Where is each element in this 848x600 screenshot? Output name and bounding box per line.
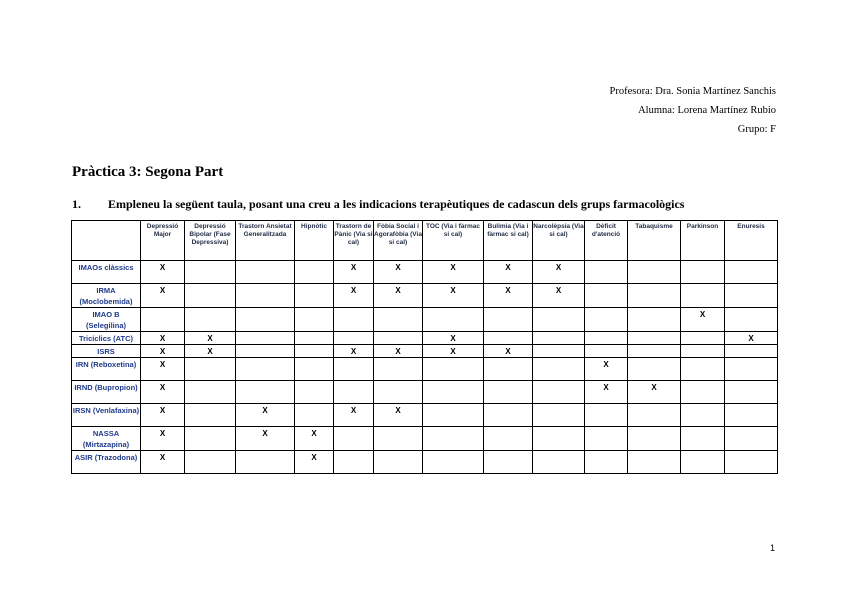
table-cell (423, 404, 484, 427)
row-label: ISRS (72, 345, 141, 358)
table-cell (725, 381, 778, 404)
table-cell (295, 404, 334, 427)
table-cell: X (374, 404, 423, 427)
table-cell (374, 332, 423, 345)
table-cell (533, 332, 585, 345)
column-header: Fòbia Social i Agorafòbia (Via si cal) (374, 221, 423, 261)
table-row (72, 261, 778, 284)
table-cell (533, 404, 585, 427)
table-cell (236, 284, 295, 308)
question-text: Empleneu la següent taula, posant una creu a les indicacions terapèutiques de cadascun dels grups farmacològics (108, 197, 685, 211)
table-row (72, 308, 778, 332)
table-cell: X (533, 261, 585, 284)
professor-line: Profesora: Dra. Sonia Martínez Sanchis (609, 86, 776, 97)
column-header: Enuresis (725, 221, 778, 261)
row-label: IRMA (Moclobemida) (72, 284, 141, 308)
table-cell (681, 404, 725, 427)
table-row (72, 332, 778, 345)
table-cell (484, 381, 533, 404)
table-cell (484, 404, 533, 427)
table-cell: X (681, 308, 725, 332)
table-cell (236, 332, 295, 345)
table-row (72, 451, 778, 474)
table-cell (334, 308, 374, 332)
table-cell: X (374, 261, 423, 284)
table-cell (185, 427, 236, 451)
table-cell (295, 261, 334, 284)
table-cell (484, 308, 533, 332)
table-cell (725, 404, 778, 427)
table-header-row (72, 221, 778, 261)
table-cell (484, 427, 533, 451)
table-cell (236, 308, 295, 332)
table-cell (628, 404, 681, 427)
student-line: Alumna: Lorena Martínez Rubio (638, 105, 776, 116)
table-cell: X (141, 451, 185, 474)
table-cell (334, 358, 374, 381)
table-cell (423, 308, 484, 332)
table-cell (585, 332, 628, 345)
table-cell (295, 345, 334, 358)
table-cell: X (141, 404, 185, 427)
row-label: IMAOs clàssics (72, 261, 141, 284)
table-cell: X (374, 345, 423, 358)
column-header: Trastorn Ansietat Generalitzada (236, 221, 295, 261)
table-cell (185, 404, 236, 427)
table-cell (725, 451, 778, 474)
table-cell: X (423, 332, 484, 345)
page-title: Pràctica 3: Segona Part (72, 164, 224, 180)
question-heading (72, 197, 684, 212)
table-cell: X (423, 284, 484, 308)
table-cell (628, 332, 681, 345)
column-header: TOC (Via i fàrmac si cal) (423, 221, 484, 261)
table-cell (374, 308, 423, 332)
table-cell: X (236, 404, 295, 427)
table-cell: X (585, 381, 628, 404)
table-cell (185, 358, 236, 381)
table-cell: X (585, 358, 628, 381)
table-cell: X (295, 451, 334, 474)
table-cell (374, 451, 423, 474)
table-cell (681, 381, 725, 404)
table-cell (533, 381, 585, 404)
table-cell: X (628, 381, 681, 404)
table-cell: X (484, 261, 533, 284)
row-label: IRND (Bupropion) (72, 381, 141, 404)
table-cell (236, 451, 295, 474)
table-row (72, 284, 778, 308)
column-header: Trastorn de Pànic (Via si cal) (334, 221, 374, 261)
column-header: Depressió Bipolar (Fase Depressiva) (185, 221, 236, 261)
table-cell (681, 345, 725, 358)
table-cell (628, 345, 681, 358)
table-cell: X (423, 261, 484, 284)
table-cell: X (334, 261, 374, 284)
table-cell (585, 404, 628, 427)
column-header: Narcolèpsia (Via si cal) (533, 221, 585, 261)
table-cell (725, 284, 778, 308)
question-number: 1. (72, 197, 81, 211)
table-cell (185, 284, 236, 308)
table-cell (585, 261, 628, 284)
column-header: Hipnòtic (295, 221, 334, 261)
table-row (72, 358, 778, 381)
table-cell (334, 427, 374, 451)
table-cell (185, 381, 236, 404)
table-cell (236, 381, 295, 404)
table-cell (585, 284, 628, 308)
table-cell (484, 358, 533, 381)
table-cell: X (295, 427, 334, 451)
column-header: Dèficit d'atenció (585, 221, 628, 261)
row-label: Tricíclics (ATC) (72, 332, 141, 345)
table-cell (374, 381, 423, 404)
table-cell (681, 332, 725, 345)
table-cell (141, 308, 185, 332)
table-cell: X (423, 345, 484, 358)
table-cell (484, 332, 533, 345)
table-cell (533, 427, 585, 451)
table-cell: X (141, 284, 185, 308)
table-cell (423, 381, 484, 404)
table-cell (585, 308, 628, 332)
table-cell (423, 451, 484, 474)
table-cell: X (141, 261, 185, 284)
table-cell (585, 427, 628, 451)
table-row (72, 427, 778, 451)
table-cell (681, 261, 725, 284)
table-cell: X (484, 284, 533, 308)
table-row (72, 345, 778, 358)
table-cell (374, 358, 423, 381)
column-header: Tabaquisme (628, 221, 681, 261)
table-cell (295, 284, 334, 308)
column-header: Bulimia (Via i fàrmac si cal) (484, 221, 533, 261)
table-cell (628, 427, 681, 451)
table-cell (725, 308, 778, 332)
table-cell (533, 358, 585, 381)
table-cell (725, 345, 778, 358)
table-cell: X (141, 332, 185, 345)
table-cell (725, 427, 778, 451)
table-cell: X (141, 345, 185, 358)
corner-cell (72, 221, 141, 261)
table-row (72, 404, 778, 427)
table-cell (334, 381, 374, 404)
row-label: NASSA (Mirtazapina) (72, 427, 141, 451)
table-cell (334, 332, 374, 345)
table-cell (533, 308, 585, 332)
table-cell (628, 308, 681, 332)
row-label: IRN (Reboxetina) (72, 358, 141, 381)
table-cell (295, 308, 334, 332)
table-cell (585, 451, 628, 474)
table-cell: X (185, 345, 236, 358)
table-cell (628, 261, 681, 284)
column-header: Depressió Major (141, 221, 185, 261)
table-cell: X (141, 358, 185, 381)
table-cell (185, 261, 236, 284)
table-cell: X (185, 332, 236, 345)
table-cell (374, 427, 423, 451)
indications-table (71, 220, 778, 474)
table-cell: X (141, 427, 185, 451)
table-cell: X (484, 345, 533, 358)
table-cell (681, 427, 725, 451)
table-cell: X (236, 427, 295, 451)
table-cell: X (374, 284, 423, 308)
table-cell (681, 451, 725, 474)
table-cell: X (334, 345, 374, 358)
table-cell (236, 261, 295, 284)
table-cell (185, 451, 236, 474)
table-cell (236, 358, 295, 381)
table-cell (185, 308, 236, 332)
table-cell (334, 451, 374, 474)
table-cell (533, 451, 585, 474)
table-cell (236, 345, 295, 358)
table-cell (725, 358, 778, 381)
table-cell (533, 345, 585, 358)
table-cell (484, 451, 533, 474)
column-header: Parkinson (681, 221, 725, 261)
table-cell (295, 358, 334, 381)
row-label: IRSN (Venlafaxina) (72, 404, 141, 427)
table-cell: X (141, 381, 185, 404)
table-cell (628, 284, 681, 308)
table-cell (725, 261, 778, 284)
row-label: ASIR (Trazodona) (72, 451, 141, 474)
table-cell (628, 451, 681, 474)
table-cell (423, 427, 484, 451)
table-cell (295, 381, 334, 404)
table-cell: X (725, 332, 778, 345)
table-cell: X (334, 404, 374, 427)
row-label: IMAO B (Selegilina) (72, 308, 141, 332)
table-cell (585, 345, 628, 358)
table-row (72, 381, 778, 404)
table-cell (681, 284, 725, 308)
table-cell (295, 332, 334, 345)
table-cell (628, 358, 681, 381)
table-cell (681, 358, 725, 381)
table-cell: X (334, 284, 374, 308)
table-cell (423, 358, 484, 381)
table-cell: X (533, 284, 585, 308)
group-line: Grupo: F (737, 124, 776, 135)
page-number: 1 (770, 543, 776, 553)
